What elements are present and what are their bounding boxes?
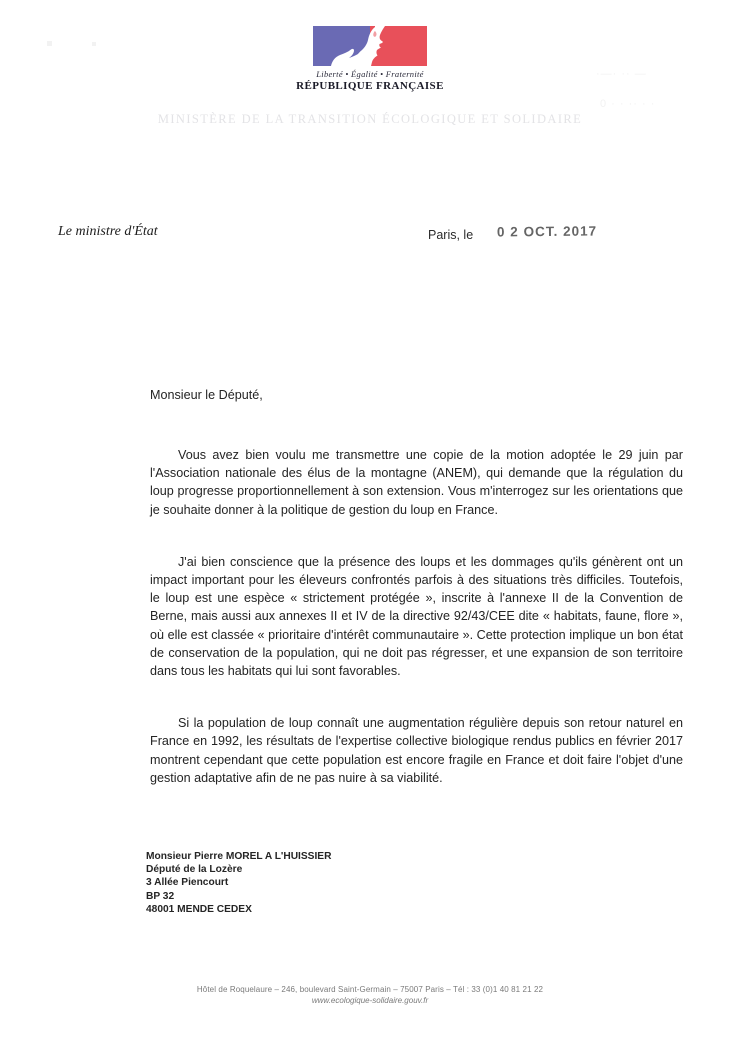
letter-body [150, 388, 683, 787]
republic-name: RÉPUBLIQUE FRANÇAISE [296, 80, 444, 92]
ministry-name: MINISTÈRE DE LA TRANSITION ÉCOLOGIQUE ET SOLIDAIRE [157, 112, 583, 126]
address-line: Monsieur Pierre MOREL A L'HUISSIER [146, 851, 332, 862]
republic-motto: Liberté • Égalité • Fraternité [316, 69, 424, 79]
place-date-label: Paris, le [428, 228, 474, 242]
body-paragraph: Vous avez bien voulu me transmettre une copie de la motion adoptée le 29 juin par l'Association nationale des élus de la montagne (ANEM), qui demande que la régulation du loup progresse proportionnellement à son extension. Vous m'interrogez sur les orientations que je souhaite donner à la politique de gestion du loup en France. [150, 448, 683, 517]
address-line: BP 32 [146, 890, 175, 902]
stamp-smudge-upper: ·—· ·· — [596, 68, 647, 80]
date-stamp: 0 2 OCT. 2017 [496, 223, 598, 240]
address-line: Député de la Lozère [146, 864, 243, 876]
recipient-address [146, 850, 331, 916]
body-paragraph: J'ai bien conscience que la présence des loups et les dommages qu'ils génèrent ont un impact important pour les éleveurs confrontés parfois à des situations très difficiles. Toutefois, le loup est une espèce « strictement protégée », inscrite à l'annexe II de la Convention de Berne, mais aussi aux annexes II et IV de la directive 92/43/CEE dite « habitats, faune, flore », où elle est classée « prioritaire d'intérêt communautaire ». Cette protection implique un bon état de conservation de la population, qui ne doit pas régresser, et une expansion de son territoire dans tous les habitats qui lui sont favorables. [150, 554, 683, 679]
minister-title: Le ministre d'État [58, 224, 158, 239]
stamp-smudge-lower: 0 · · ·· · · [600, 98, 656, 110]
footer-address: Hôtel de Roquelaure – 246, boulevard Saint-Germain – 75007 Paris – Tél : 33 (0)1 40 81 21 22 [196, 985, 544, 994]
page-footer [0, 985, 740, 1005]
address-line: 48001 MENDE CEDEX [146, 903, 252, 915]
republic-logo-block [0, 26, 740, 92]
footer-url: www.ecologique-solidaire.gouv.fr [311, 996, 429, 1005]
body-paragraph: Si la population de loup connaît une augmentation régulière depuis son retour naturel en France en 1992, les résultats de l'expertise collective biologique rendus publics en février 2017 montrent cependant que cette population est encore fragile en France et doit faire l'objet d'une gestion adaptative afin de ne pas nuire à sa viabilité. [150, 716, 683, 785]
address-line: 3 Allée Piencourt [146, 877, 229, 889]
french-flag-marianne-icon [313, 26, 427, 66]
salutation: Monsieur le Député, [150, 388, 263, 402]
